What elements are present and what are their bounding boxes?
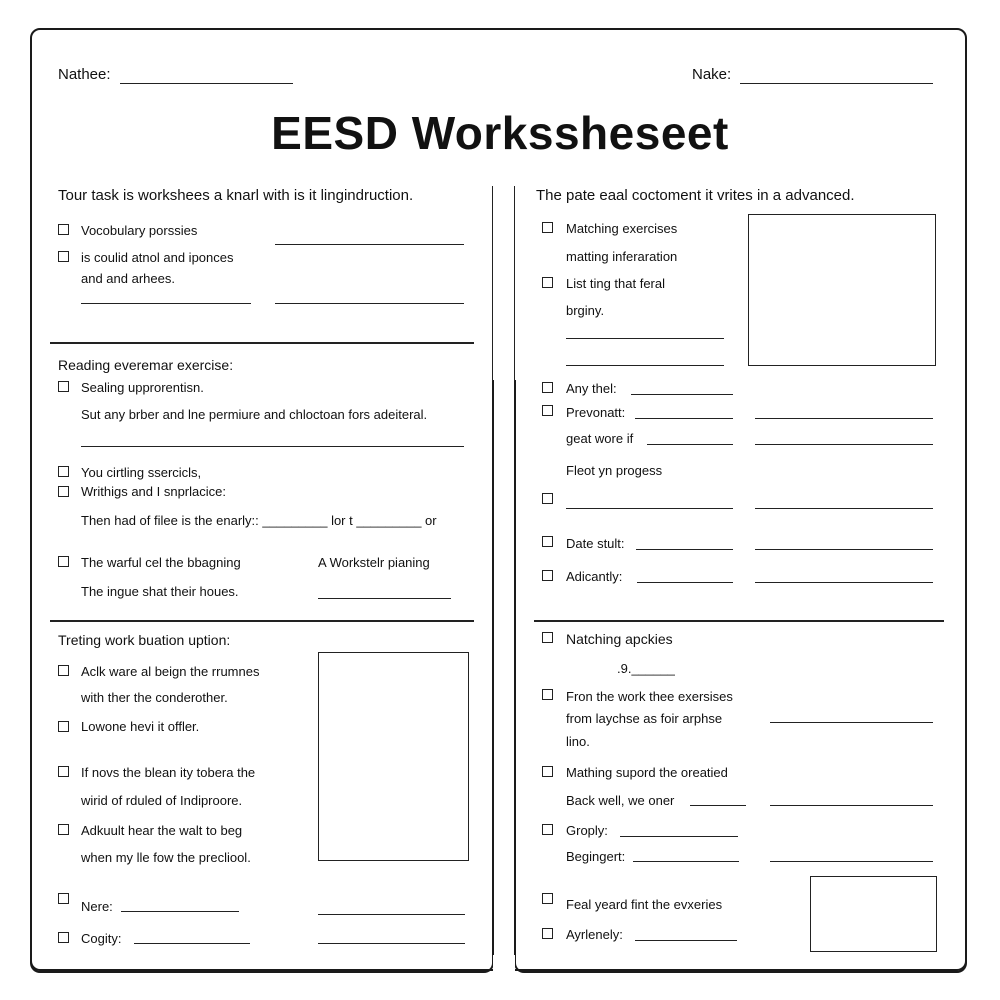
checkbox[interactable] xyxy=(542,536,553,547)
checkbox[interactable] xyxy=(58,721,69,732)
left-bot-item3-line1: If novs the blean ity tobera the xyxy=(81,765,256,780)
right-top-item2: List ting that feral xyxy=(566,276,665,291)
left-top-item1: Vocobulary porssies xyxy=(81,223,198,238)
page-white-gap xyxy=(493,955,515,975)
checkbox[interactable] xyxy=(58,824,69,835)
section-divider xyxy=(50,620,474,622)
left-mid-item4-right: A Workstelr pianing xyxy=(318,555,430,570)
checkbox[interactable] xyxy=(58,381,69,392)
right-bot-field1: Groply: xyxy=(566,823,608,838)
right-mid-field4: Date stult: xyxy=(566,536,625,551)
left-bot-field1: Nere: xyxy=(81,899,113,914)
left-mid-text1: Sut any brber and lne permiure and chloctoan fors adeiteral. xyxy=(81,407,428,422)
answer-line[interactable] xyxy=(770,805,933,806)
answer-line[interactable] xyxy=(566,338,724,339)
left-top-item2-line1: is coulid atnol and iponces xyxy=(81,250,234,265)
left-bot-item2: Lowone hevi it offler. xyxy=(81,719,200,734)
checkbox[interactable] xyxy=(58,224,69,235)
checkbox[interactable] xyxy=(542,570,553,581)
right-bot-item1-line1: Fron the work thee exersises xyxy=(566,689,733,704)
answer-line[interactable] xyxy=(318,598,451,599)
left-bot-field2: Cogity: xyxy=(81,931,122,946)
answer-line[interactable] xyxy=(647,444,733,445)
checkbox[interactable] xyxy=(542,277,553,288)
right-bot-field2: Begingert: xyxy=(566,849,626,864)
checkbox[interactable] xyxy=(542,766,553,777)
right-top-text2: brginy. xyxy=(566,303,605,318)
answer-line[interactable] xyxy=(755,549,933,550)
right-mid-field2: Prevonatt: xyxy=(566,405,626,420)
drawing-box[interactable] xyxy=(748,214,936,366)
checkbox[interactable] xyxy=(542,689,553,700)
right-mid-field1: Any thel: xyxy=(566,381,617,396)
checkbox[interactable] xyxy=(58,932,69,943)
checkbox[interactable] xyxy=(542,222,553,233)
answer-line[interactable] xyxy=(81,446,464,447)
section-divider xyxy=(534,620,944,622)
answer-line[interactable] xyxy=(755,508,933,509)
name-label: Nathee: xyxy=(58,66,111,83)
right-bot-item1-line3: lino. xyxy=(566,734,590,749)
checkbox[interactable] xyxy=(542,632,553,643)
checkbox[interactable] xyxy=(58,665,69,676)
left-mid-item2: You cirtling ssercicls, xyxy=(81,465,202,480)
answer-line[interactable] xyxy=(566,508,733,509)
checkbox[interactable] xyxy=(542,824,553,835)
answer-line[interactable] xyxy=(755,418,933,419)
right-column-divider xyxy=(514,186,515,381)
right-mid-field5: Adicantly: xyxy=(566,569,623,584)
left-bot-item4-line2: when my lle fow the precliool. xyxy=(81,850,251,865)
answer-line[interactable] xyxy=(121,911,239,912)
right-bot-item3: Feal yeard fint the evxeries xyxy=(566,897,723,912)
answer-line[interactable] xyxy=(318,943,465,944)
left-column-divider xyxy=(492,186,493,381)
left-top-item2-line2: and and arhees. xyxy=(81,271,175,286)
drawing-box[interactable] xyxy=(318,652,469,861)
right-top-item1: Matching exercises xyxy=(566,221,678,236)
left-mid-heading: Reading everemar exercise: xyxy=(58,357,234,373)
answer-line[interactable] xyxy=(755,444,933,445)
right-bot-item1-line2: from laychse as foir arphse xyxy=(566,711,723,726)
checkbox[interactable] xyxy=(58,766,69,777)
right-top-text1: matting inferaration xyxy=(566,249,678,264)
checkbox[interactable] xyxy=(542,893,553,904)
right-mid-text1: Fleot yn progess xyxy=(566,463,663,478)
answer-line[interactable] xyxy=(635,418,733,419)
answer-line[interactable] xyxy=(690,805,746,806)
checkbox[interactable] xyxy=(58,893,69,904)
left-bot-item4-line1: Adkuult hear the walt to beg xyxy=(81,823,243,838)
answer-line[interactable] xyxy=(566,365,724,366)
left-mid-item3: Writhigs and I snprlacice: xyxy=(81,484,226,499)
worksheet-title: EESD Workssheseet xyxy=(271,107,729,159)
answer-line[interactable] xyxy=(275,244,464,245)
left-bot-item1-line1: Aclk ware al beign the rrumnes xyxy=(81,664,260,679)
answer-line[interactable] xyxy=(275,303,464,304)
answer-line[interactable] xyxy=(134,943,250,944)
left-top-heading: Tour task is workshees a knarl with is it lingindruction. xyxy=(58,187,414,204)
left-mid-item1: Sealing upprorentisn. xyxy=(81,380,204,395)
right-bot-heading: Natching apckies xyxy=(566,631,673,647)
checkbox[interactable] xyxy=(542,405,553,416)
section-divider xyxy=(50,342,474,344)
answer-line[interactable] xyxy=(620,836,738,837)
answer-line[interactable] xyxy=(635,940,737,941)
right-bot-number: .9.______ xyxy=(617,661,675,676)
answer-line[interactable] xyxy=(633,861,739,862)
answer-line[interactable] xyxy=(770,722,933,723)
right-top-heading: The pate eaal coctoment it vrites in a advanced. xyxy=(536,187,855,204)
checkbox[interactable] xyxy=(58,466,69,477)
left-bot-item1-line2: with ther the conderother. xyxy=(81,690,228,705)
drawing-box[interactable] xyxy=(810,876,937,952)
other-label: Nake: xyxy=(692,66,732,83)
left-mid-item4: The warful cel the bbagning xyxy=(81,555,241,570)
right-mid-field3: geat wore if xyxy=(566,431,634,446)
other-field[interactable] xyxy=(740,83,933,84)
left-mid-fill-line: Then had of filee is the enarly:: _________ lor t _________ or xyxy=(81,513,437,528)
checkbox[interactable] xyxy=(542,928,553,939)
answer-line[interactable] xyxy=(770,861,933,862)
left-bot-item3-line2: wirid of rduled of Indiproore. xyxy=(81,793,243,808)
right-bot-text1: Back well, we oner xyxy=(566,793,675,808)
answer-line[interactable] xyxy=(637,582,733,583)
answer-line[interactable] xyxy=(636,549,733,550)
checkbox[interactable] xyxy=(58,556,69,567)
answer-line[interactable] xyxy=(755,582,933,583)
checkbox[interactable] xyxy=(542,493,553,504)
name-field[interactable] xyxy=(120,83,293,84)
checkbox[interactable] xyxy=(58,486,69,497)
answer-line[interactable] xyxy=(318,914,465,915)
answer-line[interactable] xyxy=(631,394,733,395)
checkbox[interactable] xyxy=(542,382,553,393)
left-bot-heading: Treting work buation uption: xyxy=(58,632,231,648)
left-mid-text2: The ingue shat their houes. xyxy=(81,584,239,599)
answer-line[interactable] xyxy=(81,303,251,304)
right-bot-item2: Mathing supord the oreatied xyxy=(566,765,728,780)
right-bot-field3: Ayrlenely: xyxy=(566,927,623,942)
checkbox[interactable] xyxy=(58,251,69,262)
